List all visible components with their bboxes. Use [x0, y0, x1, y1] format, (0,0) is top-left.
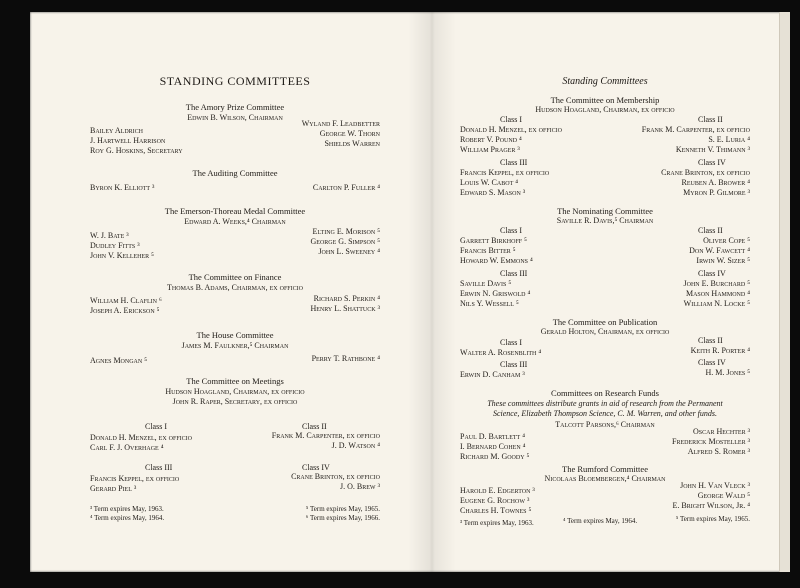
class-label: Class IV: [698, 358, 726, 367]
member-name: Erwin N. Griswold ⁴: [460, 289, 531, 298]
publication-chair: Gerald Holton, Chairman, ex officio: [540, 327, 670, 336]
member-name: Carlton P. Fuller ⁴: [312, 183, 380, 192]
member-name: Alfred S. Romer ³: [687, 447, 750, 456]
member-name: John V. Kelleher ⁵: [90, 251, 154, 260]
membership-chair: Hudson Hoagland, Chairman, ex officio: [535, 105, 675, 114]
member-name: Louis W. Cabot ⁴: [460, 178, 519, 187]
member-name: Garrett Birkhoff ⁵: [460, 236, 527, 245]
member-name: Richard S. Perkin ⁴: [313, 294, 380, 303]
footnote: ⁴ Term expires May, 1964.: [563, 517, 638, 525]
member-name: Kenneth V. Thimann ³: [675, 145, 750, 154]
class-label: Class IV: [698, 158, 726, 167]
member-name: W. J. Bate ³: [90, 231, 129, 240]
member-name: Walter A. Rosenblith ⁴: [460, 348, 542, 357]
member-name: Bailey Aldrich: [90, 126, 143, 135]
member-name: S. E. Luria ⁴: [708, 135, 750, 144]
center-fold: [408, 12, 456, 572]
class-label: Class IV: [302, 463, 330, 472]
member-name: J. D. Watson ⁴: [331, 441, 380, 450]
member-name: Donald H. Menzel, ex officio: [460, 125, 562, 134]
member-name: E. Bright Wilson, Jr. ⁴: [672, 501, 750, 510]
rumford-heading: The Rumford Committee: [562, 464, 648, 474]
member-name: Frank M. Carpenter, ex officio: [641, 125, 750, 134]
class-label: Class III: [500, 269, 528, 278]
member-name: Shields Warren: [324, 139, 380, 148]
member-name: Keith R. Porter ⁴: [690, 346, 750, 355]
finance-heading: The Committee on Finance: [188, 272, 282, 282]
member-name: H. M. Jones ⁵: [705, 368, 750, 377]
footnote: ⁶ Term expires May, 1966.: [305, 514, 380, 522]
class-label: Class IV: [698, 269, 726, 278]
member-name: Oliver Cope ⁵: [703, 236, 750, 245]
page-title: STANDING COMMITTEES: [159, 74, 311, 88]
member-name: George G. Simpson ⁵: [310, 237, 380, 246]
member-name: Erwin D. Canham ³: [460, 370, 525, 379]
class-label: Class III: [145, 463, 173, 472]
member-name: Wyland F. Leadbetter: [301, 119, 380, 128]
member-name: Francis Keppel, ex officio: [90, 474, 180, 483]
member-name: I. Bernard Cohen ⁴: [460, 442, 526, 451]
member-name: William H. Claflin ⁶: [90, 296, 162, 305]
membership-heading: The Committee on Membership: [550, 95, 660, 105]
emerson-chair: Edward A. Weeks,⁴ Chairman: [184, 217, 286, 226]
member-name: Richard M. Goody ⁵: [460, 452, 530, 461]
member-name: George Wald ⁵: [697, 491, 750, 500]
footnote: ⁵ Term expires May, 1965.: [305, 505, 380, 513]
rumford-chair: Nicolaas Bloembergen,⁴ Chairman: [544, 474, 666, 483]
meetings-secretary: John R. Raper, Secretary, ex officio: [172, 397, 298, 406]
member-name: Don W. Fawcett ⁴: [689, 246, 750, 255]
class-label: Class II: [698, 115, 723, 124]
member-name: Byron K. Elliott ³: [90, 183, 155, 192]
finance-chair: Thomas B. Adams, Chairman, ex officio: [167, 283, 303, 292]
footnote: ³ Term expires May, 1963.: [90, 505, 164, 513]
auditing-heading: The Auditing Committee: [192, 168, 278, 178]
research-chair: Talcott Parsons,⁶ Chairman: [555, 420, 655, 429]
class-label: Class II: [302, 422, 327, 431]
member-name: Francis Keppel, ex officio: [460, 168, 550, 177]
member-name: George W. Thorn: [319, 129, 380, 138]
footnote: ³ Term expires May, 1963.: [460, 519, 534, 527]
nominating-heading: The Nominating Committee: [557, 206, 653, 216]
page-edge: [779, 12, 790, 572]
member-name: Frederick Mosteller ³: [672, 437, 750, 446]
research-description: These committees distribute grants in aid of research from the Permanent: [487, 399, 723, 408]
member-name: Henry L. Shattuck ³: [310, 304, 380, 313]
member-name: William Prager ³: [460, 145, 520, 154]
footnote: ⁴ Term expires May, 1964.: [90, 514, 165, 522]
member-name: Crane Brinton, ex officio: [661, 168, 750, 177]
class-label: Class I: [145, 422, 167, 431]
class-label: Class II: [698, 336, 723, 345]
house-chair: James M. Faulkner,⁵ Chairman: [181, 341, 289, 350]
member-name: Irwin W. Sizer ⁵: [696, 256, 750, 265]
member-name: J. Hartwell Harrison: [90, 136, 166, 145]
member-name: Harold E. Edgerton ³: [460, 486, 535, 495]
member-name: William N. Locke ⁵: [683, 299, 750, 308]
member-name: Agnes Mongan ⁵: [90, 356, 148, 365]
member-name: Oscar Hechter ³: [693, 427, 750, 436]
member-name: J. O. Brew ³: [340, 482, 380, 491]
meetings-chair: Hudson Hoagland, Chairman, ex officio: [165, 387, 305, 396]
publication-heading: The Committee on Publication: [552, 317, 658, 327]
member-name: Edward S. Mason ³: [460, 188, 526, 197]
member-name: John L. Sweeney ⁴: [318, 247, 380, 256]
house-heading: The House Committee: [196, 330, 274, 340]
member-name: Saville Davis ⁵: [460, 279, 512, 288]
member-name: Crane Brinton, ex officio: [291, 472, 380, 481]
nominating-chair: Saville R. Davis,⁵ Chairman: [556, 216, 654, 225]
member-name: Joseph A. Erickson ⁵: [90, 306, 160, 315]
class-label: Class I: [500, 338, 522, 347]
class-label: Class I: [500, 226, 522, 235]
member-name: Paul D. Bartlett ⁴: [460, 432, 525, 441]
research-heading: Committees on Research Funds: [551, 388, 659, 398]
member-name: Francis Bitter ⁵: [460, 246, 516, 255]
member-name: Nils Y. Wessell ⁵: [460, 299, 519, 308]
member-name: Carl F. J. Overhage ⁴: [90, 443, 164, 452]
member-name: Roy G. Hoskins, Secretary: [90, 146, 183, 155]
amory-heading: The Amory Prize Committee: [185, 102, 285, 112]
class-label: Class I: [500, 115, 522, 124]
class-label: Class II: [698, 226, 723, 235]
class-label: Class III: [500, 360, 528, 369]
member-name: Donald H. Menzel, ex officio: [90, 433, 192, 442]
meetings-heading: The Committee on Meetings: [186, 376, 284, 386]
emerson-heading: The Emerson-Thoreau Medal Committee: [164, 206, 306, 216]
member-name: Howard W. Emmons ⁴: [460, 256, 533, 265]
class-label: Class III: [500, 158, 528, 167]
footnote: ⁵ Term expires May, 1965.: [675, 515, 750, 523]
member-name: Dudley Fitts ³: [90, 241, 140, 250]
member-name: Myron P. Gilmore ³: [683, 188, 750, 197]
member-name: Robert V. Pound ⁴: [460, 135, 522, 144]
member-name: Elting E. Morison ⁵: [312, 227, 380, 236]
member-name: John H. Van Vleck ³: [680, 481, 750, 490]
member-name: Charles H. Townes ⁵: [460, 506, 532, 515]
research-description: Science, Elizabeth Thompson Science, C. M. Warren, and other funds.: [492, 409, 718, 418]
member-name: Gerard Piel ³: [90, 484, 137, 493]
member-name: Reuben A. Brower ⁴: [681, 178, 750, 187]
member-name: John E. Burchard ⁵: [683, 279, 750, 288]
amory-chair: Edwin B. Wilson, Chairman: [187, 113, 283, 122]
page-title: Standing Committees: [562, 76, 648, 87]
member-name: Perry T. Rathbone ⁴: [311, 354, 380, 363]
open-booklet: [30, 12, 790, 572]
member-name: Mason Hammond ⁴: [685, 289, 750, 298]
member-name: Frank M. Carpenter, ex officio: [271, 431, 380, 440]
member-name: Eugene G. Rochow ³: [460, 496, 530, 505]
